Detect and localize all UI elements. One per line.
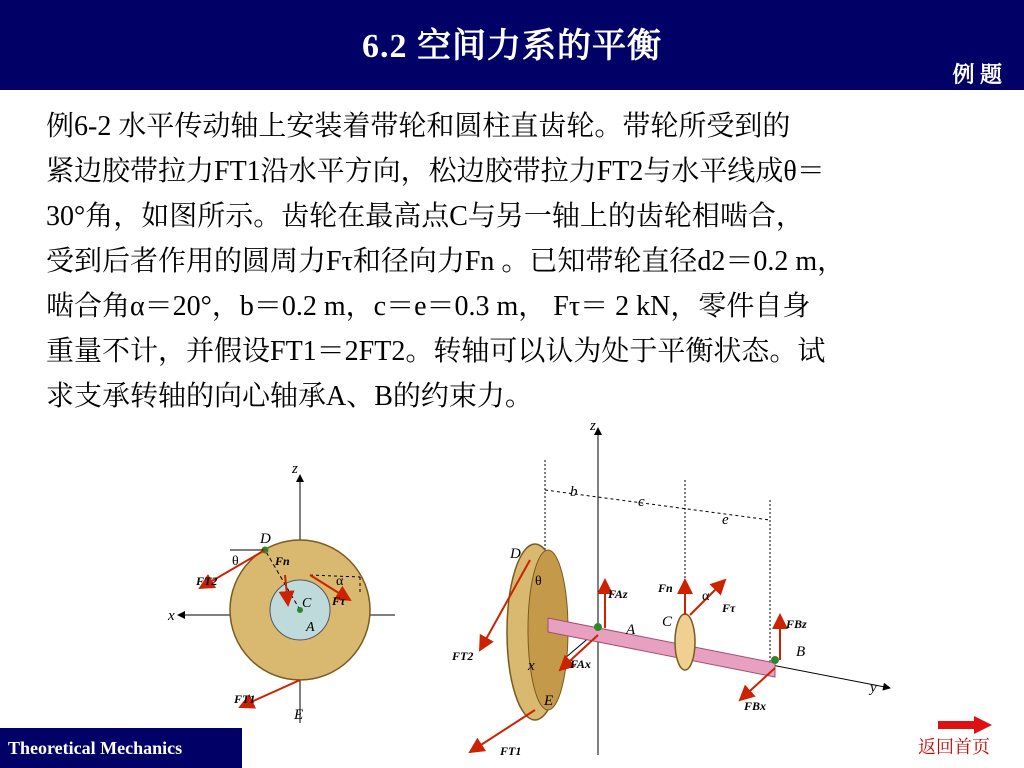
fig-label: FBz bbox=[786, 617, 807, 631]
fig-label: b bbox=[570, 484, 578, 500]
footer-brand-text: Theoretical Mechanics bbox=[8, 738, 183, 758]
problem-text bbox=[46, 104, 996, 419]
fig-label: z bbox=[292, 461, 298, 477]
fig-label: α bbox=[702, 589, 710, 604]
fig-label: z bbox=[590, 420, 596, 434]
fig-label: e bbox=[722, 512, 729, 528]
fig-label: Fn bbox=[658, 581, 673, 595]
fig-label: c bbox=[638, 494, 645, 510]
fig-label: C bbox=[662, 614, 673, 630]
page-subtitle: 例 题 bbox=[952, 62, 1002, 87]
fig-label: Fτ bbox=[332, 594, 346, 608]
fig-label: E bbox=[294, 707, 304, 723]
fig-label: x bbox=[528, 658, 535, 674]
fig-label: Fn bbox=[275, 554, 290, 568]
home-link[interactable]: 返回首页 bbox=[918, 737, 990, 758]
fig-label: FT1 bbox=[500, 744, 522, 758]
fig-label: A bbox=[626, 622, 636, 638]
page-title: 6.2 空间力系的平衡 bbox=[362, 28, 662, 65]
fig-label: α bbox=[336, 574, 344, 589]
problem-line: 30°角，如图所示。齿轮在最高点C与另一轴上的齿轮相啮合， bbox=[46, 201, 804, 232]
fig-label: C bbox=[302, 596, 312, 611]
problem-line: 受到后者作用的圆周力Fτ和径向力Fn 。已知带轮直径d2＝0.2 m， bbox=[46, 246, 846, 277]
fig-label: FAx bbox=[570, 657, 591, 671]
problem-line: 紧边胶带拉力FT1沿水平方向，松边胶带拉力FT2与水平线成θ＝ bbox=[46, 156, 825, 187]
problem-line: 重量不计，并假设FT1＝2FT2。转轴可以认为处于平衡状态。试 bbox=[46, 336, 826, 367]
left-figure bbox=[160, 455, 400, 725]
fig-label: y bbox=[870, 680, 877, 696]
fig-label: B bbox=[796, 644, 806, 660]
fig-label: θ bbox=[535, 574, 542, 589]
fig-label: FT2 bbox=[196, 574, 218, 588]
fig-label: D bbox=[510, 546, 521, 562]
fig-label: FAz bbox=[608, 587, 628, 601]
problem-line: 例6-2 水平传动轴上安装着带轮和圆柱直齿轮。带轮所受到的 bbox=[46, 111, 791, 142]
fig-label: Fτ bbox=[722, 601, 736, 615]
fig-label: FBx bbox=[744, 699, 767, 713]
fig-label: θ bbox=[232, 554, 239, 569]
fig-label: FT1 bbox=[234, 692, 256, 706]
fig-label: E bbox=[544, 693, 554, 709]
right-figure bbox=[440, 420, 900, 765]
fig-label: x bbox=[168, 608, 175, 624]
fig-label: D bbox=[260, 531, 271, 547]
right-arrow-icon[interactable] bbox=[938, 716, 992, 734]
problem-line: 求支承转轴的向心轴承A、B的约束力。 bbox=[46, 381, 533, 412]
problem-line: 啮合角α＝20°，b＝0.2 m，c＝e＝0.3 m， Fτ＝ 2 kN，零件自身 bbox=[46, 291, 811, 322]
fig-label: FT2 bbox=[452, 649, 474, 663]
fig-label: A bbox=[306, 620, 315, 635]
